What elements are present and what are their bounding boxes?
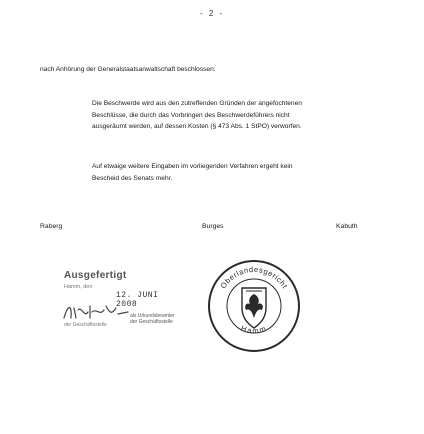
handwritten-signature-icon <box>62 300 132 324</box>
stamp-role: als Urkundsbeamter der Geschäftsstelle <box>130 313 175 325</box>
decision-line: Beschlüsse, die durch das Vorbringen des Beschwerdeführers nicht <box>92 111 290 119</box>
seal-top-text: Oberlandesgericht <box>218 264 290 291</box>
court-seal-icon <box>206 258 302 354</box>
certification-stamp <box>62 270 182 330</box>
notice-paragraph <box>92 161 293 184</box>
seal-bottom-text: Hamm <box>239 323 269 336</box>
stamp-place: Hamm, den <box>64 284 93 290</box>
decision-line: ausgeräumt werden, auf dessen Kosten (§ 473 Abs. 1 StPO) verworfen. <box>92 123 302 130</box>
signature-judge-2: Burges <box>202 223 224 230</box>
stamp-title: Ausgefertigt <box>64 270 127 281</box>
decision-line: Die Beschwerde wird aus den zutreffenden Gründen der angefochtenen <box>92 100 302 107</box>
page-number: - 2 - <box>200 9 225 18</box>
stamp-office: der Geschäftsstelle <box>64 322 107 328</box>
decision-paragraph <box>92 98 302 133</box>
signature-judge-1: Raberg <box>40 223 63 230</box>
notice-line: Bescheid des Senats mehr. <box>92 174 173 182</box>
notice-line: Auf etwaige weitere Eingaben im vorliegenden Verfahren ergeht kein <box>92 163 293 170</box>
stamp-date: 12. JUNI 2008 <box>116 291 159 309</box>
intro-line: nach Anhörung der Generalstaatsanwaltschaft beschlossen: <box>40 66 216 73</box>
signature-judge-3: Kabuth <box>336 223 358 230</box>
